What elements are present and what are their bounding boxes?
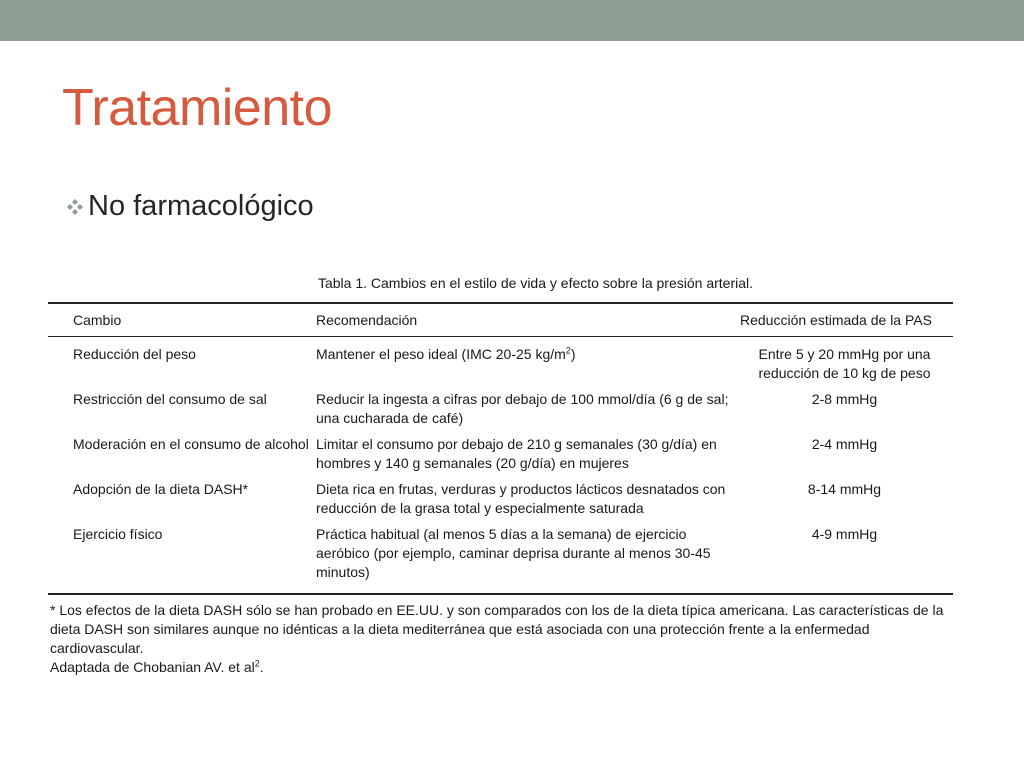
cell-recomendacion <box>316 345 736 383</box>
table-row <box>48 390 953 428</box>
cell-reduccion: 8-14 mmHg <box>807 481 882 497</box>
cell-recomendacion-tail: ) <box>570 346 576 362</box>
bullet-item <box>64 190 314 223</box>
source-sup: 2 <box>254 658 260 669</box>
cell-cambio: Ejercicio físico <box>73 526 163 542</box>
cell-recomendacion: Dieta rica en frutas, verduras y productos lácticos desnatados con reducción de la grasa total y especialmente saturada <box>316 481 726 516</box>
slide-title: Tratamiento <box>62 79 333 137</box>
cell-reduccion: 2-4 mmHg <box>811 436 878 452</box>
cell-cambio: Adopción de la dieta DASH* <box>73 481 249 497</box>
header-cambio: Cambio <box>73 311 122 328</box>
cell-reduccion: 2-8 mmHg <box>811 391 878 407</box>
source-tail: . <box>259 659 264 675</box>
cell-reduccion: 4-9 mmHg <box>811 526 878 542</box>
table-body <box>48 337 953 593</box>
footnote-text: * Los efectos de la dieta DASH sólo se han probado en EE.UU. y son comparados con los de la dieta típica americana. Las características de la dieta DASH son similares aunque no idénticas a la dieta mediterránea que está asociada con una protección frente a la enfermedad cardiovascular. <box>50 602 944 656</box>
table-row <box>48 480 953 518</box>
cell-cambio: Reducción del peso <box>73 346 196 362</box>
footnote-source <box>50 658 953 677</box>
cell-reduccion: Entre 5 y 20 mmHg por una reducción de 10 kg de peso <box>758 346 931 381</box>
top-band <box>0 0 1024 41</box>
table-row <box>48 435 953 473</box>
cell-cambio: Moderación en el consumo de alcohol <box>73 436 309 452</box>
table-footnote <box>48 595 953 677</box>
lifestyle-table <box>48 270 953 677</box>
cell-cambio: Restricción del consumo de sal <box>73 391 267 407</box>
cell-recomendacion: Limitar el consumo por debajo de 210 g semanales (30 g/día) en hombres y 140 g semanales (20 g/día) en mujeres <box>316 436 717 471</box>
bullet-text: No farmacológico <box>88 190 314 222</box>
table-row <box>48 345 953 383</box>
table-header-row <box>48 304 953 336</box>
table-row <box>48 525 953 582</box>
diamond-bullet-icon <box>64 196 86 218</box>
cell-recomendacion: Práctica habitual (al menos 5 días a la semana) de ejercicio aeróbico (por ejemplo, caminar deprisa durante al menos 30-45 minutos) <box>316 526 711 580</box>
header-reduccion: Reducción estimada de la PAS <box>740 311 932 328</box>
cell-recomendacion-text: Mantener el peso ideal (IMC 20-25 kg/m <box>316 346 566 362</box>
source-text: Adaptada de Chobanian AV. et al <box>50 659 255 675</box>
table-caption: Tabla 1. Cambios en el estilo de vida y efecto sobre la presión arterial. <box>317 275 753 291</box>
header-recomendacion: Recomendación <box>316 311 418 328</box>
cell-recomendacion-sup: 2 <box>565 345 571 356</box>
cell-recomendacion: Reducir la ingesta a cifras por debajo de 100 mmol/día (6 g de sal; una cucharada de café) <box>316 391 729 426</box>
